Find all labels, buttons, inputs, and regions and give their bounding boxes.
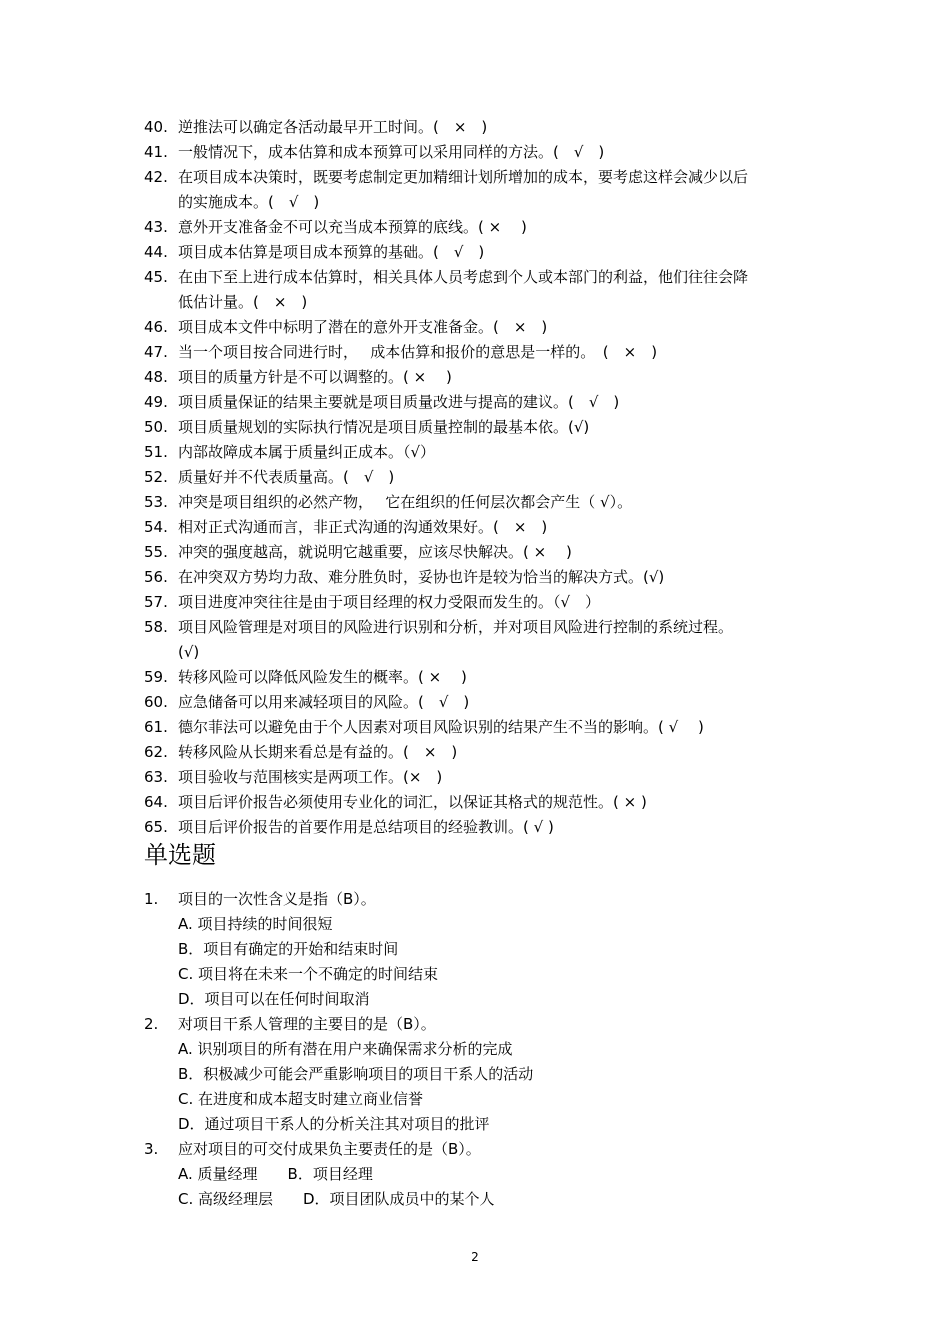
item-number: 64.	[144, 793, 168, 811]
item-text: 项目成本估算是项目成本预算的基础。( √ )	[178, 243, 485, 261]
answer-option: B．积极减少可能会严重影响项目的项目干系人的活动	[178, 1065, 534, 1083]
item-text: 德尔菲法可以避免由于个人因素对项目风险识别的结果产生不当的影响。( √ )	[178, 718, 704, 736]
answer-option: D．通过项目干系人的分析关注其对项目的批评	[178, 1115, 490, 1133]
item-number: 43.	[144, 218, 168, 236]
item-number: 58.	[144, 618, 168, 636]
item-number: 48.	[144, 368, 168, 386]
answer-option: D．项目可以在任何时间取消	[178, 990, 370, 1008]
list-item	[144, 165, 824, 190]
item-number: 57.	[144, 593, 168, 611]
answer-option: C. 高级经理层 D．项目团队成员中的某个人	[178, 1190, 495, 1208]
list-item	[144, 365, 824, 390]
page-number: 2	[471, 1250, 479, 1264]
item-number: 53.	[144, 493, 168, 511]
item-text: 在项目成本决策时，既要考虑制定更加精细计划所增加的成本，要考虑这样会减少以后	[178, 168, 749, 186]
list-item	[144, 465, 824, 490]
item-number: 41.	[144, 143, 168, 161]
item-text: 逆推法可以确定各活动最早开工时间。( × )	[178, 118, 488, 136]
list-item	[144, 340, 824, 365]
item-number: 47.	[144, 343, 168, 361]
list-item	[144, 740, 824, 765]
list-item	[144, 515, 824, 540]
question-text: 对项目干系人管理的主要目的是（B）。	[178, 1015, 436, 1033]
item-number: 59.	[144, 668, 168, 686]
item-text: 项目进度冲突往往是由于项目经理的权力受限而发生的。（√ ）	[178, 593, 601, 611]
item-text: 一般情况下，成本估算和成本预算可以采用同样的方法。( √ )	[178, 143, 605, 161]
question-text: 应对项目的可交付成果负主要责任的是（B）。	[178, 1140, 481, 1158]
item-number: 45.	[144, 268, 168, 286]
item-number	[144, 640, 178, 665]
item-text: 冲突是项目组织的必然产物， 它在组织的任何层次都会产生（ √）。	[178, 493, 633, 511]
list-item	[144, 615, 824, 640]
item-text: 的实施成本。( √ )	[178, 193, 320, 211]
item-number: 62.	[144, 743, 168, 761]
item-number: 63.	[144, 768, 168, 786]
item-text: 项目验收与范围核实是两项工作。(× )	[178, 768, 443, 786]
list-item	[144, 115, 824, 140]
answer-option: A. 识别项目的所有潜在用户来确保需求分析的完成	[178, 1040, 513, 1058]
single-choice-list	[144, 887, 824, 1212]
list-item	[144, 415, 824, 440]
item-text: 项目后评价报告的首要作用是总结项目的经验教训。( √ )	[178, 818, 554, 836]
item-text: 在冲突双方势均力敌、难分胜负时，妥协也许是较为恰当的解决方式。(√)	[178, 568, 665, 586]
item-text: 应急储备可以用来减轻项目的风险。( √ )	[178, 693, 470, 711]
item-number: 44.	[144, 243, 168, 261]
answer-option: C. 项目将在未来一个不确定的时间结束	[178, 965, 439, 983]
list-item	[144, 240, 824, 265]
item-text: 在由下至上进行成本估算时，相关具体人员考虑到个人或本部门的利益，他们往往会降	[178, 268, 749, 286]
list-item	[144, 215, 824, 240]
item-text: 转移风险从长期来看总是有益的。( × )	[178, 743, 458, 761]
item-number: 49.	[144, 393, 168, 411]
question	[144, 1012, 824, 1037]
item-number: 60.	[144, 693, 168, 711]
answer-option: A. 项目持续的时间很短	[178, 915, 333, 933]
list-item	[144, 815, 824, 840]
answer-option: C. 在进度和成本超支时建立商业信誉	[178, 1090, 424, 1108]
item-text: 项目的质量方针是不可以调整的。( × )	[178, 368, 452, 386]
item-number: 56.	[144, 568, 168, 586]
item-text: 内部故障成本属于质量纠正成本。（√）	[178, 443, 436, 461]
answer-option: B．项目有确定的开始和结束时间	[178, 940, 399, 958]
item-number: 55.	[144, 543, 168, 561]
list-item	[144, 565, 824, 590]
list-item	[144, 490, 824, 515]
question-number: 3.	[144, 1140, 159, 1158]
list-item	[144, 690, 824, 715]
item-text: 低估计量。( × )	[178, 293, 308, 311]
item-text: 质量好并不代表质量高。( √ )	[178, 468, 395, 486]
list-item	[144, 440, 824, 465]
item-text: 项目质量保证的结果主要就是项目质量改进与提高的建议。( √ )	[178, 393, 620, 411]
item-text: 当一个项目按合同进行时， 成本估算和报价的意思是一样的。 ( × )	[178, 343, 658, 361]
section-title: 单选题	[144, 841, 216, 869]
question-number: 1.	[144, 890, 159, 908]
list-item	[144, 315, 824, 340]
list-item	[144, 640, 824, 665]
list-item	[144, 590, 824, 615]
item-text: 项目质量规划的实际执行情况是项目质量控制的最基本依。(√)	[178, 418, 590, 436]
list-item	[144, 765, 824, 790]
list-item	[144, 190, 824, 215]
item-text: 项目风险管理是对项目的风险进行识别和分析，并对项目风险进行控制的系统过程。	[178, 618, 734, 636]
item-text: 意外开支准备金不可以充当成本预算的底线。( × )	[178, 218, 527, 236]
item-text: (√)	[178, 643, 200, 661]
question-number: 2.	[144, 1015, 159, 1033]
item-number: 52.	[144, 468, 168, 486]
item-number: 61.	[144, 718, 168, 736]
answer-option: A. 质量经理 B．项目经理	[178, 1165, 373, 1183]
list-item	[144, 540, 824, 565]
list-item	[144, 265, 824, 290]
list-item	[144, 665, 824, 690]
item-text: 项目成本文件中标明了潜在的意外开支准备金。( × )	[178, 318, 548, 336]
list-item	[144, 140, 824, 165]
item-number: 46.	[144, 318, 168, 336]
item-number	[144, 290, 178, 315]
item-text: 冲突的强度越高，就说明它越重要，应该尽快解决。( × )	[178, 543, 572, 561]
question	[144, 887, 824, 912]
true-false-list	[144, 115, 824, 840]
item-number: 51.	[144, 443, 168, 461]
item-number	[144, 190, 178, 215]
list-item	[144, 290, 824, 315]
item-number: 54.	[144, 518, 168, 536]
list-item	[144, 715, 824, 740]
item-number: 65.	[144, 818, 168, 836]
list-item	[144, 390, 824, 415]
item-text: 项目后评价报告必须使用专业化的词汇，以保证其格式的规范性。( × )	[178, 793, 647, 811]
item-number: 40.	[144, 118, 168, 136]
item-number: 42.	[144, 168, 168, 186]
list-item	[144, 790, 824, 815]
item-text: 相对正式沟通而言，非正式沟通的沟通效果好。( × )	[178, 518, 548, 536]
item-text: 转移风险可以降低风险发生的概率。( × )	[178, 668, 467, 686]
question	[144, 1137, 824, 1162]
question-text: 项目的一次性含义是指（B）。	[178, 890, 376, 908]
item-number: 50.	[144, 418, 168, 436]
